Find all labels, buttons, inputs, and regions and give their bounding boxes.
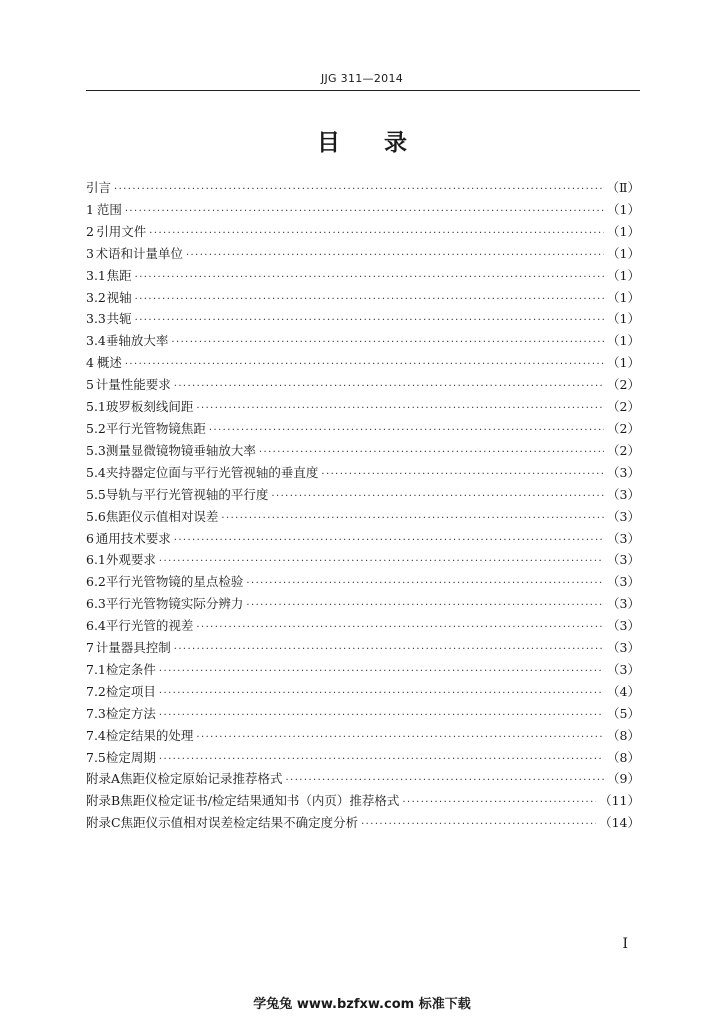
dot-leader [209,420,604,442]
toc-entry-title: 检定项目 [105,683,156,699]
toc-entry-title: 垂轴放大率 [105,333,169,349]
toc-entry[interactable] [86,659,640,681]
toc-entry[interactable] [86,177,640,199]
toc-entry[interactable] [86,308,640,330]
dot-leader [159,749,604,771]
dot-leader [159,551,604,573]
toc-entry[interactable] [86,287,640,309]
dot-leader [125,354,604,376]
toc-entry-page: （4） [607,683,640,699]
toc-entry[interactable] [86,221,640,243]
dot-leader [246,595,604,617]
toc-entry-number: 3.2 [86,289,106,305]
dot-leader [271,486,604,508]
dot-leader [221,508,604,530]
toc-entry-number: 7.2 [86,683,106,699]
dot-leader [114,179,603,201]
toc-entry-title: 引言 [86,180,112,195]
dot-leader [159,683,604,705]
toc-entry-number: 5.5 [86,486,106,502]
toc-entry-number: 7.4 [86,727,106,743]
dot-leader [286,770,605,792]
toc-entry-page: （1） [607,201,640,217]
toc-entry-number: 6 [86,530,94,546]
toc-entry[interactable] [86,484,640,506]
toc-entry-page: （3） [607,486,640,502]
dot-leader [125,201,604,223]
toc-entry-number: 4 [86,355,94,371]
toc-entry-title: 玻罗板刻线间距 [105,399,194,415]
toc-entry[interactable] [86,396,640,418]
toc-entry[interactable] [86,703,640,725]
toc-entry-page: （9） [607,771,640,787]
toc-entry-title: 引用文件 [96,223,147,239]
toc-entry-title: 平行光管物镜实际分辨力 [105,596,244,612]
toc-entry-title: 焦距仪检定原始记录推荐格式 [120,771,283,787]
toc-entry-page: （2） [607,442,640,458]
toc-entry-title: 平行光管的视差 [105,618,194,634]
toc-entry[interactable] [86,352,640,374]
toc-entry-title: 焦距 [106,267,132,283]
dot-leader [196,398,604,420]
toc-entry[interactable] [86,615,640,637]
toc-entry-number: 附录B [86,793,121,809]
toc-entry-title: 计量器具控制 [95,640,171,656]
dot-leader [174,530,604,552]
toc-entry-page: （1） [607,355,640,371]
dot-leader [159,661,604,683]
toc-entry-title: 检定周期 [105,749,156,765]
toc-entry-number: 6.4 [86,618,106,634]
page-number: I [622,936,628,952]
dot-leader [135,267,604,289]
toc-entry-page: （1） [607,245,640,261]
toc-entry[interactable] [86,462,640,484]
toc-entry-title: 测量显微镜物镜垂轴放大率 [105,442,256,458]
dot-leader [149,223,604,245]
toc-entry-page: （2） [607,399,640,415]
dot-leader [171,332,604,354]
toc-entry-page: （14） [599,815,640,831]
toc-entry-number: 7.1 [86,661,106,677]
toc-entry[interactable] [86,571,640,593]
toc-entry[interactable] [86,199,640,221]
toc-entry-number: 5.6 [86,508,106,524]
toc-entry-number: 5.4 [86,464,106,480]
toc-entry-number: 3.3 [86,311,106,327]
toc-entry[interactable] [86,330,640,352]
toc-entry-title: 外观要求 [105,552,156,568]
toc-entry-title: 检定方法 [105,705,156,721]
toc-entry-number: 3 [86,245,94,261]
dot-leader [135,310,604,332]
toc-entry-page: （1） [607,223,640,239]
toc-entry-page: （3） [607,596,640,612]
toc-entry-page: （3） [607,552,640,568]
toc-entry-title: 计量性能要求 [95,377,171,393]
toc-entry[interactable] [86,681,640,703]
table-of-contents [86,177,640,834]
toc-entry-number: 7 [86,640,94,656]
toc-entry-number: 附录C [86,815,121,831]
toc-entry[interactable] [86,812,640,834]
dot-leader [186,245,604,267]
toc-entry[interactable] [86,418,640,440]
toc-entry[interactable] [86,790,640,812]
toc-entry-page: （8） [607,749,640,765]
page-title: 目录 [317,129,451,156]
toc-entry[interactable] [86,593,640,615]
dot-leader [196,727,604,749]
toc-entry-page: （1） [607,289,640,305]
toc-entry-title: 检定结果的处理 [105,727,194,743]
dot-leader [174,639,604,661]
dot-leader [174,376,604,398]
toc-entry-number: 附录A [86,771,121,787]
toc-entry[interactable] [86,637,640,659]
toc-entry[interactable] [86,440,640,462]
toc-entry-page: （3） [607,661,640,677]
toc-entry[interactable] [86,549,640,571]
toc-entry-page: （1） [607,267,640,283]
dot-leader [321,464,604,486]
toc-entry-number: 2 [86,223,94,239]
toc-entry-number: 6.3 [86,596,106,612]
toc-entry-title: 夹持器定位面与平行光管视轴的垂直度 [105,464,319,480]
toc-entry[interactable] [86,506,640,528]
toc-entry-title: 通用技术要求 [95,530,171,546]
watermark-footer: 学兔兔 www.bzfxw.com 标准下载 [253,997,471,1012]
toc-entry-title: 共轭 [106,311,132,327]
toc-entry-title: 术语和计量单位 [95,245,183,261]
toc-entry[interactable] [86,768,640,790]
toc-entry-page: （3） [607,640,640,656]
toc-entry-title: 平行光管物镜的星点检验 [105,574,244,590]
toc-entry-page: （3） [607,530,640,546]
toc-entry-page: （8） [607,727,640,743]
toc-entry[interactable] [86,725,640,747]
dot-leader [246,573,604,595]
toc-entry-title: 范围 [96,201,122,217]
dot-leader [259,442,604,464]
toc-entry-number: 7.3 [86,705,106,721]
header-divider [86,90,640,91]
toc-entry-number: 5.1 [86,399,106,415]
toc-entry-title: 视轴 [106,289,132,305]
toc-entry-page: （3） [607,464,640,480]
dot-leader [196,617,604,639]
toc-entry-title: 平行光管物镜焦距 [105,420,206,436]
dot-leader [159,705,604,727]
toc-entry-page: （1） [607,311,640,327]
toc-entry-number: 5 [86,377,94,393]
dot-leader [361,814,596,836]
toc-entry-page: （5） [607,705,640,721]
toc-entry[interactable] [86,747,640,769]
toc-entry-title: 焦距仪检定证书/检定结果通知书（内页）推荐格式 [120,793,400,809]
toc-entry-page: （1） [607,333,640,349]
toc-entry-page: （3） [607,574,640,590]
toc-entry-title: 导轨与平行光管视轴的平行度 [105,486,269,502]
toc-entry-title: 概述 [96,355,122,371]
standard-code-header: JJG 311—2014 [320,72,404,85]
dot-leader [402,792,596,814]
toc-entry-number: 1 [86,201,94,217]
toc-entry[interactable] [86,265,640,287]
toc-entry[interactable] [86,528,640,550]
toc-entry-page: （3） [607,508,640,524]
toc-entry-title: 焦距仪示值相对误差 [105,508,219,524]
dot-leader [135,289,604,311]
toc-entry-page: （11） [599,793,640,809]
toc-entry-number: 6.1 [86,552,106,568]
toc-entry-page: （Ⅱ） [606,180,640,195]
toc-entry-page: （3） [607,618,640,634]
toc-entry-number: 3.1 [86,267,106,283]
toc-entry-number: 3.4 [86,333,106,349]
toc-entry-title: 焦距仪示值相对误差检定结果不确定度分析 [120,815,359,831]
toc-entry-number: 7.5 [86,749,106,765]
toc-entry[interactable] [86,243,640,265]
toc-entry-page: （2） [607,420,640,436]
toc-entry-number: 5.2 [86,420,106,436]
toc-entry-page: （2） [607,377,640,393]
toc-entry-number: 5.3 [86,442,106,458]
toc-entry[interactable] [86,374,640,396]
toc-entry-title: 检定条件 [105,661,156,677]
toc-entry-number: 6.2 [86,574,106,590]
